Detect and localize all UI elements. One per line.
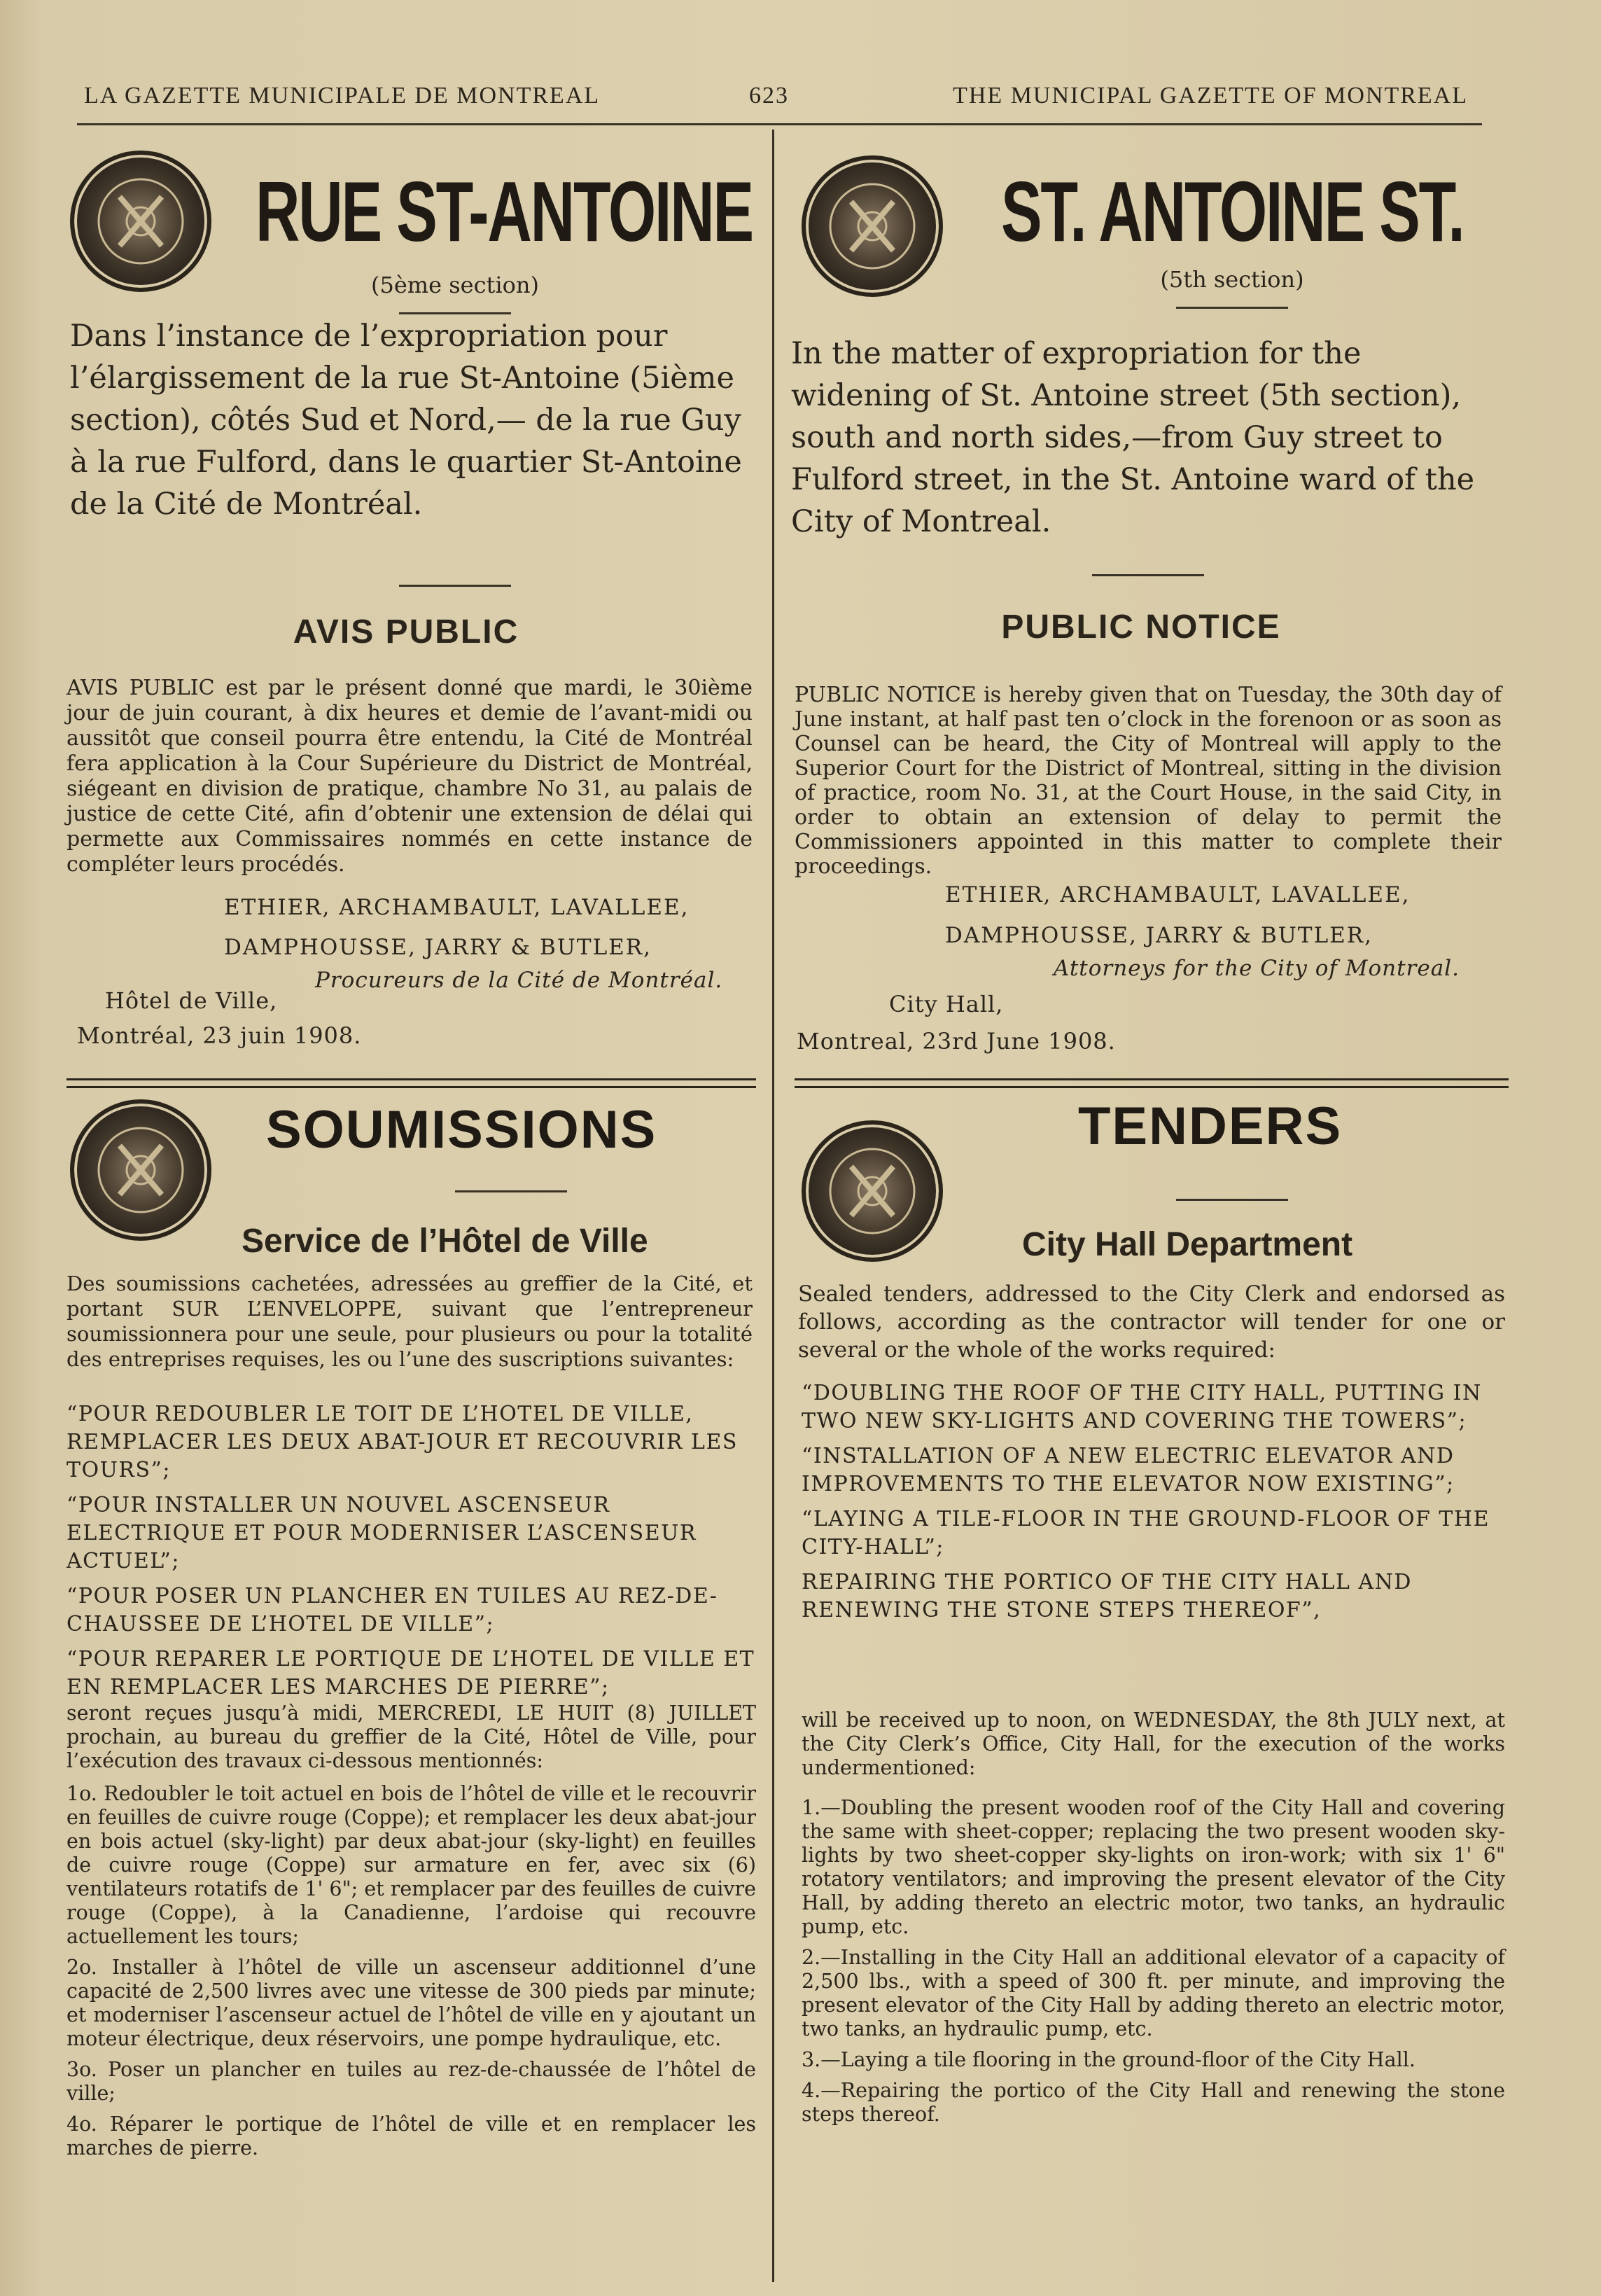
divider (455, 1190, 567, 1192)
running-head-right: THE MUNICIPAL GAZETTE OF MONTREAL (953, 83, 1468, 109)
notice-subtitle-en: (5th section) (1160, 266, 1304, 293)
soumission-item: “POUR INSTALLER UN NOUVEL ASCENSEUR ELECTRIQUE ET POUR MODERNISER L’ASCENSEUR ACTUEL”; (67, 1493, 697, 1573)
divider (1176, 307, 1288, 309)
divider (399, 312, 511, 314)
work-item: 1o. Redoubler le toit actuel en bois de l’hôtel de ville et le recouvrir en feuilles de cuivre rouge (Coppe); et remplacer les deux abat-jour en bois actuel (sky-light) par deux abat-jour (sky-light) en feuilles de cuivre rouge (Coppe) sur armature en fer, avec six (6) ventilateurs rotatifs de 1' 6"; et remplacer par des feuilles de cuivre rouge (Coppe), à la Canadienne, l’ardoise qui recouvre actuellement les tours; (67, 1782, 756, 1948)
section-double-rule (67, 1078, 756, 1088)
city-seal-icon (70, 151, 211, 292)
tender-item: “DOUBLING THE ROOF OF THE CITY HALL, PUTTING IN TWO NEW SKY-LIGHTS AND COVERING THE TOWERS”; (802, 1381, 1482, 1433)
department-fr: Service de l’Hôtel de Ville (242, 1223, 648, 1260)
signature-line-2: DAMPHOUSSE, JARRY & BUTLER, (224, 935, 652, 960)
soumissions-title: SOUMISSIONS (266, 1100, 657, 1160)
public-notice-heading: PUBLIC NOTICE (1001, 608, 1281, 646)
notice-lead-en: In the matter of expropriation for the widening of St. Antoine street (5th section), south and north sides,—from Guy street to Fulford street, in the St. Antoine ward of the City of Montreal. (791, 336, 1475, 539)
notice-place-en: City Hall, (889, 991, 1004, 1017)
column-divider (772, 130, 774, 2282)
city-seal-icon (70, 1099, 211, 1241)
city-seal-icon (802, 1120, 943, 1262)
work-item: 3o. Poser un plancher en tuiles au rez-de-chaussée de l’hôtel de ville; (67, 2058, 756, 2105)
divider (399, 585, 511, 587)
notice-date-en: Montreal, 23rd June 1908. (797, 1028, 1116, 1055)
soumission-item: “POUR REDOUBLER LE TOIT DE L’HOTEL DE VILLE, REMPLACER LES DEUX ABAT-JOUR ET RECOUVRIR LES TOURS”; (67, 1402, 738, 1482)
soumissions-received: seront reçues jusqu’à midi, MERCREDI, LE HUIT (8) JUILLET prochain, au bureau du greffier de la Cité, Hôtel de Ville, pour l’exécution des travaux ci-dessous mentionnés: (67, 1702, 756, 1772)
divider (1176, 1199, 1288, 1201)
header-rule (77, 123, 1482, 125)
tenders-item-list (802, 1379, 1505, 1631)
work-item: 3.—Laying a tile flooring in the ground-floor of the City Hall. (802, 2048, 1415, 2071)
notice-lead-fr: Dans l’instance de l’expropriation pour l’élargissement de la rue St-Antoine (5ième section), côtés Sud et Nord,— de la rue Guy à la rue Fulford, dans le quartier St-Antoine de la Cité de Montréal. (70, 319, 742, 522)
running-head-left: LA GAZETTE MUNICIPALE DE MONTREAL (84, 83, 601, 109)
work-item: 2.—Installing in the City Hall an additional elevator of a capacity of 2,500 lbs., with a speed of 300 ft. per minute, and improving the present elevator of the City Hall by adding thereto an electric motor, two tanks, an hydraulic pump, etc. (802, 1946, 1505, 2040)
soumissions-works (67, 1782, 756, 2167)
department-en: City Hall Department (1022, 1226, 1353, 1263)
avis-public-heading: AVIS PUBLIC (293, 613, 519, 650)
city-seal-icon (802, 155, 943, 297)
signature-line-3: Attorneys for the City of Montreal. (1054, 956, 1460, 981)
tender-item: “LAYING A TILE-FLOOR IN THE GROUND-FLOOR OF THE CITY-HALL”; (802, 1507, 1490, 1559)
divider (1092, 574, 1204, 576)
tender-item: “INSTALLATION OF A NEW ELECTRIC ELEVATOR AND IMPROVEMENTS TO THE ELEVATOR NOW EXISTING”; (802, 1444, 1455, 1496)
tenders-works (802, 1796, 1505, 2134)
notice-subtitle-fr: (5ème section) (371, 272, 539, 298)
notice-title-en: ST. ANTOINE ST. (1001, 164, 1464, 259)
signature-line-3: Procureurs de la Cité de Montréal. (315, 968, 723, 993)
tenders-received: will be received up to noon, on WEDNESDAY, the 8th JULY next, at the City Clerk’s Office, City Hall, for the execution of the works undermentioned: (802, 1709, 1505, 1779)
section-double-rule (795, 1078, 1509, 1088)
notice-title-fr: RUE ST-ANTOINE (256, 164, 753, 259)
signature-line-2: DAMPHOUSSE, JARRY & BUTLER, (945, 923, 1373, 948)
soumission-item: “POUR POSER UN PLANCHER EN TUILES AU REZ-DE-CHAUSSEE DE L’HOTEL DE VILLE”; (67, 1584, 718, 1636)
work-item: 4.—Repairing the portico of the City Hall and renewing the stone steps thereof. (802, 2079, 1505, 2126)
signature-line-1: ETHIER, ARCHAMBAULT, LAVALLEE, (224, 895, 690, 920)
work-item: 2o. Installer à l’hôtel de ville un ascenseur additionnel d’une capacité de 2,500 livres avec une vitesse de 300 pieds par minute; et moderniser l’ascenseur actuel de l’hôtel de ville en y ajoutant un moteur électrique, deux réservoirs, une pompe hydraulique, etc. (67, 1956, 756, 2050)
notice-place-fr: Hôtel de Ville, (105, 987, 278, 1014)
tenders-intro: Sealed tenders, addressed to the City Clerk and endorsed as follows, according as the contractor will tender for one or several or the whole of the works required: (798, 1281, 1505, 1363)
page-number: 623 (749, 83, 789, 109)
tenders-title: TENDERS (1078, 1097, 1343, 1156)
work-item: 1.—Doubling the present wooden roof of the City Hall and covering the same with sheet-copper; replacing the two present wooden sky-lights by two sheet-copper sky-lights on iron-work; with six 1' 6" rotatory ventilators; and improving the present elevator of the City Hall, by adding thereto an electric motor, two tanks, an hydraulic pump, etc. (802, 1796, 1505, 1938)
public-notice-body: PUBLIC NOTICE is hereby given that on Tuesday, the 30th day of June instant, at half past ten o’clock in the forenoon or as soon as Counsel can be heard, the City of Montreal will apply to the Superior Court for the District of Montreal, sitting in the division of practice, room No. 31, at the Court House, in the said City, in order to obtain an extension of delay to permit the Commissioners appointed in this matter to complete their proceedings. (795, 683, 1502, 879)
soumissions-intro: Des soumissions cachetées, adressées au greffier de la Cité, et portant SUR L’ENVELOPPE, suivant que l’entrepreneur soumissionnera pour une seule, pour plusieurs ou pour la totalité des entreprises requises, les ou l’une des suscriptions suivantes: (67, 1272, 753, 1371)
avis-public-body: AVIS PUBLIC est par le présent donné que mardi, le 30ième jour de juin courant, à dix heures et demie de l’avant-midi ou aussitôt que conseil pourra être entendu, la Cité de Montréal fera application à la Cour Supérieure du District de Montréal, siégeant en division de pratique, chambre No 31, au palais de justice de cette Cité, afin d’obtenir une extension de délai qui permette aux Commissaires nommés en cette instance de compléter leurs procédés. (67, 676, 753, 877)
soumission-item: “POUR REPARER LE PORTIQUE DE L’HOTEL DE VILLE ET EN REMPLACER LES MARCHES DE PIERRE”; (67, 1647, 755, 1699)
soumissions-item-list (67, 1400, 756, 1709)
running-head (84, 83, 1468, 118)
notice-date-fr: Montréal, 23 juin 1908. (77, 1022, 362, 1049)
tender-item: REPAIRING THE PORTICO OF THE CITY HALL AND RENEWING THE STONE STEPS THEREOF”, (802, 1570, 1412, 1622)
signature-line-1: ETHIER, ARCHAMBAULT, LAVALLEE, (945, 882, 1411, 907)
work-item: 4o. Réparer le portique de l’hôtel de ville et en remplacer les marches de pierre. (67, 2113, 756, 2159)
